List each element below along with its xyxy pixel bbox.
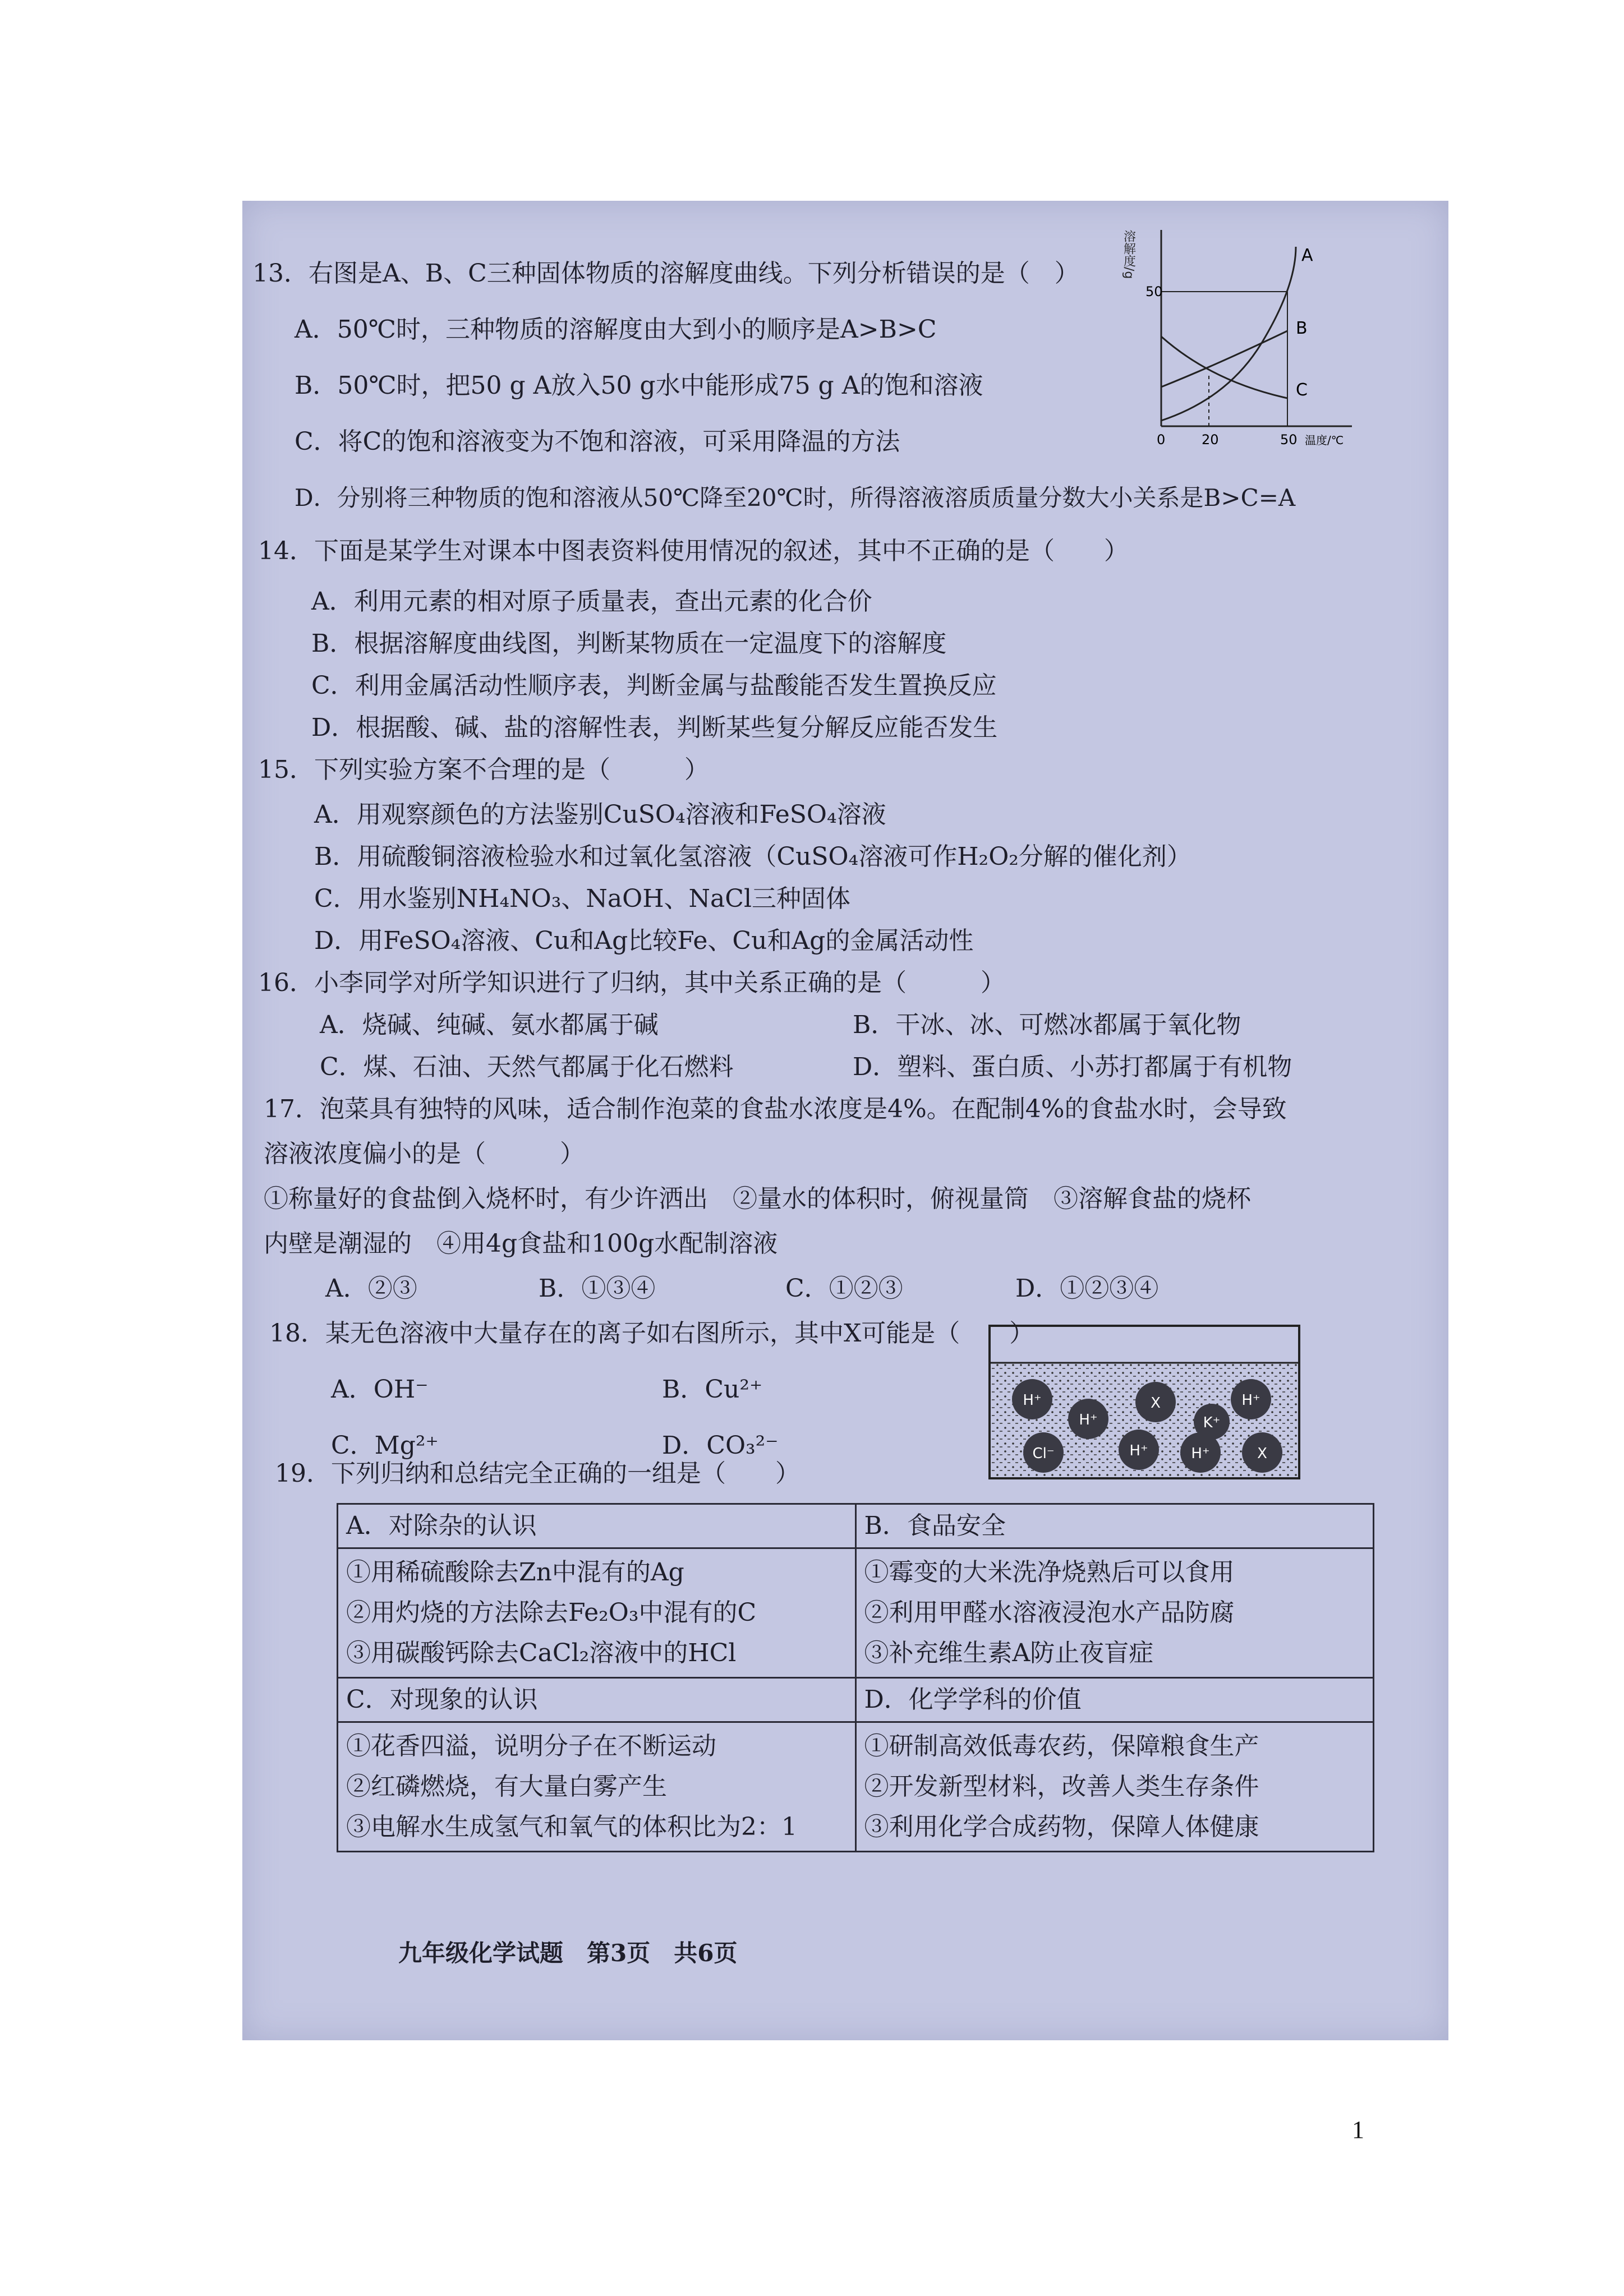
q18-option-d: D．CO₃²⁻ xyxy=(662,1431,779,1460)
b-item-2: ②利用甲醛水溶液浸泡水产品防腐 xyxy=(864,1598,1235,1627)
cell-a-items xyxy=(338,1548,856,1678)
b-item-1: ①霉变的大米洗净烧熟后可以食用 xyxy=(864,1558,1235,1587)
d-item-2: ②开发新型材料，改善人类生存条件 xyxy=(864,1772,1259,1801)
q13-option-d: D．分别将三种物质的饱和溶液从50℃降至20℃时，所得溶液溶质质量分数大小关系是B>C=A xyxy=(295,484,1296,511)
q19-stem: 19．下列归纳和总结完全正确的一组是（ ） xyxy=(275,1459,800,1488)
page-footer: 九年级化学试题 第3页 共6页 xyxy=(398,1939,738,1967)
ion-6: H⁺ xyxy=(1129,1442,1148,1459)
chart-xlabel: 温度/℃ xyxy=(1305,434,1344,447)
curve-label-b: B xyxy=(1296,319,1308,338)
q15-option-a: A．用观察颜色的方法鉴别CuSO₄溶液和FeSO₄溶液 xyxy=(314,800,886,829)
ion-1: H⁺ xyxy=(1023,1392,1042,1409)
q17-line-1: 17．泡菜具有独特的风味，适合制作泡菜的食盐水浓度是4%。在配制4%的食盐水时，会导致 xyxy=(264,1095,1287,1123)
q13-option-c: C．将C的饱和溶液变为不饱和溶液，可采用降温的方法 xyxy=(295,427,900,456)
c-item-1: ①花香四溢，说明分子在不断运动 xyxy=(346,1732,716,1760)
ion-beaker-diagram xyxy=(987,1324,1301,1481)
q15-option-c: C．用水鉴别NH₄NO₃、NaOH、NaCl三种固体 xyxy=(314,884,851,913)
q17-line-3: ①称量好的食盐倒入烧杯时，有少许洒出 ②量水的体积时，俯视量筒 ③溶解食盐的烧杯 xyxy=(264,1184,1251,1213)
ion-2: H⁺ xyxy=(1079,1412,1098,1428)
ion-7: H⁺ xyxy=(1191,1445,1210,1462)
cell-b-head: B．食品安全 xyxy=(855,1504,1374,1548)
chart-xtick-50: 50 xyxy=(1280,432,1298,448)
q16-option-d: D．塑料、蛋白质、小苏打都属于有机物 xyxy=(853,1053,1292,1081)
curve-label-a: A xyxy=(1301,246,1313,265)
cell-d-head: D．化学学科的价值 xyxy=(855,1678,1374,1722)
curve-c xyxy=(1161,336,1287,398)
q13-option-a: A．50℃时，三种物质的溶解度由大到小的顺序是A>B>C xyxy=(295,315,937,344)
q14-option-c: C．利用金属活动性顺序表，判断金属与盐酸能否发生置换反应 xyxy=(311,671,997,700)
q18-option-c: C．Mg²⁺ xyxy=(331,1431,439,1460)
q13-option-b: B．50℃时，把50 g A放入50 g水中能形成75 g A的饱和溶液 xyxy=(295,371,983,400)
q17-option-c: C．①②③ xyxy=(785,1274,903,1303)
ion-3: X xyxy=(1151,1395,1161,1412)
q17-option-b: B．①③④ xyxy=(539,1274,656,1303)
q16-stem: 16．小李同学对所学知识进行了归纳，其中关系正确的是（ ） xyxy=(258,969,1005,997)
solubility-curve-chart xyxy=(1116,213,1386,460)
b-item-3: ③补充维生素A防止夜盲症 xyxy=(864,1639,1154,1667)
q15-option-d: D．用FeSO₄溶液、Cu和Ag比较Fe、Cu和Ag的金属活动性 xyxy=(314,926,974,955)
cell-c-head: C．对现象的认识 xyxy=(338,1678,856,1722)
q17-option-d: D．①②③④ xyxy=(1015,1274,1159,1303)
ion-5: Cl⁻ xyxy=(1032,1445,1055,1462)
q17-line-2: 溶液浓度偏小的是（ ） xyxy=(264,1140,585,1168)
page-number: 1 xyxy=(1352,2116,1364,2143)
a-item-1: ①用稀硫酸除去Zn中混有的Ag xyxy=(346,1558,684,1587)
q17-line-4: 内壁是潮湿的 ④用4g食盐和100g水配制溶液 xyxy=(264,1229,778,1258)
q14-option-b: B．根据溶解度曲线图，判断某物质在一定温度下的溶解度 xyxy=(311,629,947,658)
chart-ylabel: 溶解度/g xyxy=(1121,230,1136,279)
c-item-3: ③电解水生成氢气和氧气的体积比为2：1 xyxy=(346,1813,797,1841)
curve-label-c: C xyxy=(1296,380,1308,400)
q17-option-a: A．②③ xyxy=(325,1274,417,1303)
q18-stem: 18．某无色溶液中大量存在的离子如右图所示，其中X可能是（ ） xyxy=(269,1319,1034,1348)
q14-stem: 14．下面是某学生对课本中图表资料使用情况的叙述，其中不正确的是（ ） xyxy=(258,537,1129,565)
q14-option-d: D．根据酸、碱、盐的溶解性表，判断某些复分解反应能否发生 xyxy=(311,713,998,742)
cell-b-items xyxy=(855,1548,1374,1678)
q16-option-a: A．烧碱、纯碱、氨水都属于碱 xyxy=(320,1011,659,1039)
d-item-3: ③利用化学合成药物，保障人体健康 xyxy=(864,1813,1259,1841)
curve-b xyxy=(1161,331,1287,387)
cell-c-items xyxy=(338,1722,856,1852)
q16-option-c: C．煤、石油、天然气都属于化石燃料 xyxy=(320,1053,734,1081)
q19-summary-table xyxy=(337,1503,1374,1852)
q18-option-b: B．Cu²⁺ xyxy=(662,1375,763,1404)
c-item-2: ②红磷燃烧，有大量白雾产生 xyxy=(346,1772,667,1801)
q15-stem: 15．下列实验方案不合理的是（ ） xyxy=(258,755,709,784)
ion-4: H⁺ xyxy=(1241,1392,1260,1409)
ion-8: X xyxy=(1257,1445,1267,1462)
q18-option-a: A．OH⁻ xyxy=(331,1375,429,1404)
cell-d-items xyxy=(855,1722,1374,1852)
chart-xtick-20: 20 xyxy=(1202,432,1219,448)
a-item-2: ②用灼烧的方法除去Fe₂O₃中混有的C xyxy=(346,1598,757,1627)
chart-xtick-0: 0 xyxy=(1157,432,1166,448)
ion-9: K⁺ xyxy=(1203,1414,1221,1431)
cell-a-head: A．对除杂的认识 xyxy=(338,1504,856,1548)
q14-option-a: A．利用元素的相对原子质量表，查出元素的化合价 xyxy=(311,587,872,616)
d-item-1: ①研制高效低毒农药，保障粮食生产 xyxy=(864,1732,1259,1760)
a-item-3: ③用碳酸钙除去CaCl₂溶液中的HCl xyxy=(346,1639,737,1667)
q15-option-b: B．用硫酸铜溶液检验水和过氧化氢溶液（CuSO₄溶液可作H₂O₂分解的催化剂） xyxy=(314,842,1191,871)
q16-option-b: B．干冰、冰、可燃冰都属于氧化物 xyxy=(853,1011,1241,1039)
chart-ytick-50: 50 xyxy=(1145,284,1163,299)
q13-stem: 13．右图是A、B、C三种固体物质的溶解度曲线。下列分析错误的是（ ） xyxy=(252,259,1079,288)
